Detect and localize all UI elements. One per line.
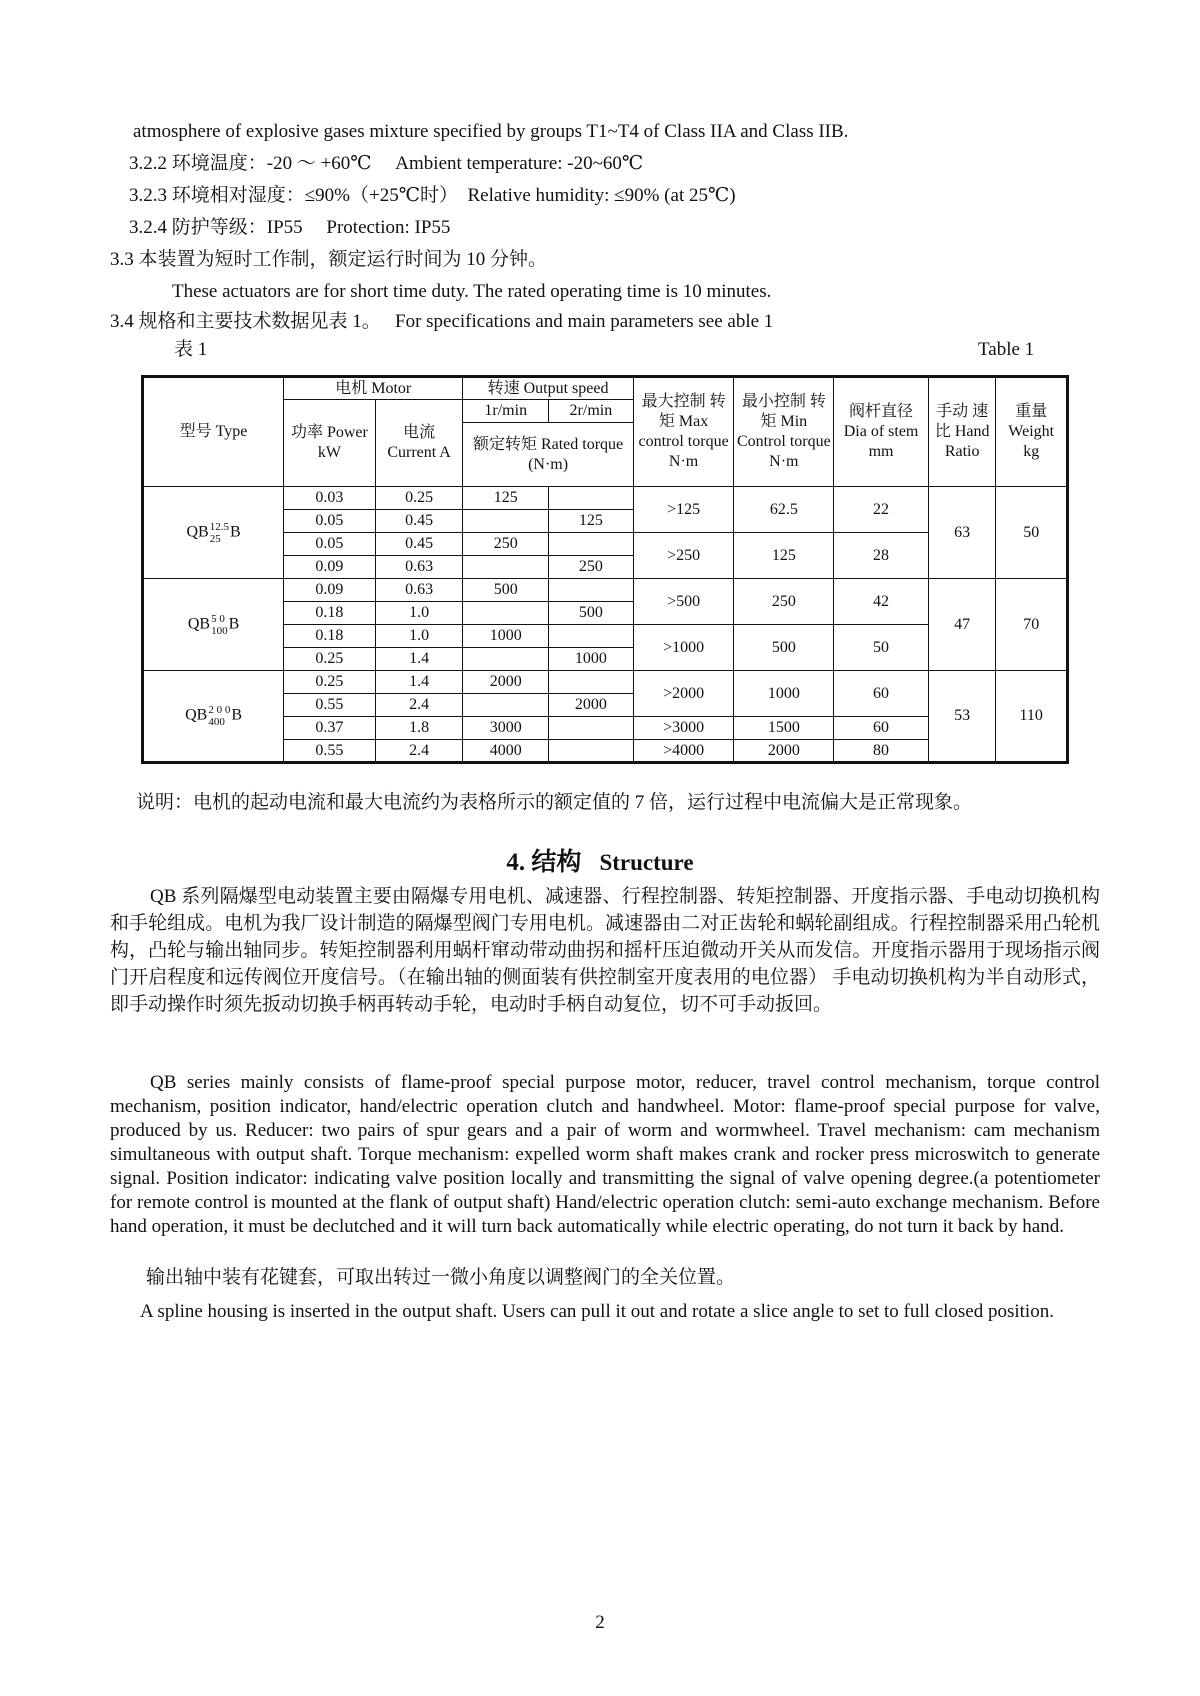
cell-torque-1r <box>463 648 549 671</box>
paragraph-en-short-text: A spline housing is inserted in the output shaft. Users can pull it out and rotate a slice angle to set to full closed position. <box>140 1301 1054 1322</box>
cell-weight: 50 <box>996 487 1068 579</box>
header-speed-2: 2r/min <box>549 400 634 423</box>
cell-current: 2.4 <box>375 740 463 763</box>
text-line: 3.3 本装置为短时工作制，额定运行时间为 10 分钟。 <box>110 249 548 270</box>
text-line: These actuators are for short time duty. The rated operating time is 10 minutes. <box>172 281 772 302</box>
model-sub: 400 <box>208 716 225 728</box>
cell-current: 0.45 <box>375 510 463 533</box>
cell-power: 0.05 <box>284 533 376 556</box>
cell-hand-ratio: 63 <box>928 487 996 579</box>
header-power: 功率 Power kW <box>284 400 376 487</box>
cell-torque-2r <box>549 533 634 556</box>
cell-stem-dia: 50 <box>834 625 929 671</box>
cell-current: 1.4 <box>375 648 463 671</box>
cell-power: 0.09 <box>284 556 376 579</box>
table-note: 说明：电机的起动电流和最大电流约为表格所示的额定值的 7 倍，运行过程中电流偏大是正常现象。 <box>136 792 973 813</box>
text-line: 3.4 规格和主要技术数据见表 1。 For specifications and main parameters see able 1 <box>110 311 774 332</box>
text-line: 3.2.3 环境相对湿度：≤90%（+25℃时） Relative humidity: ≤90% (at 25℃) <box>129 185 736 206</box>
model-index <box>208 704 230 728</box>
model-prefix: QB <box>187 615 211 633</box>
cell-power: 0.18 <box>284 625 376 648</box>
cell-min-torque: 125 <box>734 533 834 579</box>
cell-hand-ratio: 47 <box>928 579 996 671</box>
cell-max-torque: >3000 <box>633 717 734 740</box>
cell-current: 0.25 <box>375 487 463 510</box>
model-cell <box>143 579 284 671</box>
cell-torque-2r <box>549 579 634 602</box>
cell-torque-2r <box>549 625 634 648</box>
model-sub: 25 <box>209 532 221 545</box>
header-speed: 转速 Output speed <box>463 377 633 400</box>
header-max-torque: 最大控制 转矩 Max control torque N·m <box>633 377 734 487</box>
cell-torque-1r <box>463 510 549 533</box>
cell-max-torque: >125 <box>633 487 734 533</box>
cell-torque-1r: 1000 <box>463 625 549 648</box>
cell-power: 0.55 <box>284 740 376 763</box>
cell-current: 1.0 <box>375 602 463 625</box>
cell-stem-dia: 60 <box>834 717 929 740</box>
cell-min-torque: 2000 <box>734 740 834 763</box>
model-suffix: B <box>229 523 241 541</box>
cell-torque-2r <box>549 717 634 740</box>
table-caption-en: Table 1 <box>978 339 1035 360</box>
cell-min-torque: 1500 <box>734 717 834 740</box>
model-suffix: B <box>228 615 240 633</box>
cell-torque-1r <box>463 602 549 625</box>
cell-torque-1r: 250 <box>463 533 549 556</box>
model-sup: 5 0 <box>211 612 225 625</box>
text-line: 3.2.2 环境温度：-20 ～ +60℃ Ambient temperature: -20~60℃ <box>129 153 644 174</box>
section-title-en: Structure <box>599 850 694 875</box>
cell-current: 1.8 <box>375 717 463 740</box>
model-sup: 2 0 0 <box>208 704 231 716</box>
model-cell <box>143 487 284 579</box>
cell-torque-1r: 2000 <box>463 671 549 694</box>
model-suffix: B <box>231 706 242 724</box>
paragraph-en-short <box>110 1298 1090 1325</box>
cell-min-torque: 250 <box>734 579 834 625</box>
cell-max-torque: >500 <box>633 579 734 625</box>
cell-current: 1.4 <box>375 671 463 694</box>
section-number: 4. 结构 <box>506 849 582 876</box>
cell-stem-dia: 28 <box>834 533 929 579</box>
cell-max-torque: >250 <box>633 533 734 579</box>
cell-torque-2r: 125 <box>549 510 634 533</box>
cell-max-torque: >2000 <box>633 671 734 717</box>
page-number: 2 <box>595 1612 605 1633</box>
paragraph-cn <box>110 883 1100 1018</box>
cell-stem-dia: 22 <box>834 487 929 533</box>
cell-torque-1r: 500 <box>463 579 549 602</box>
header-hand-ratio: 手动 速比 Hand Ratio <box>928 377 996 487</box>
cell-current: 0.45 <box>375 533 463 556</box>
cell-torque-1r: 125 <box>463 487 549 510</box>
model-prefix: QB <box>185 706 208 724</box>
text-line: atmosphere of explosive gases mixture specified by groups T1~T4 of Class IIA and Class IIB. <box>133 121 849 142</box>
cell-min-torque: 1000 <box>734 671 834 717</box>
cell-min-torque: 62.5 <box>734 487 834 533</box>
cell-current: 1.0 <box>375 625 463 648</box>
model-sup: 12.5 <box>209 520 229 533</box>
cell-max-torque: >4000 <box>633 740 734 763</box>
cell-torque-1r: 3000 <box>463 717 549 740</box>
cell-torque-2r: 2000 <box>549 694 634 717</box>
model-sub: 100 <box>211 624 228 637</box>
cell-power: 0.09 <box>284 579 376 602</box>
cell-min-torque: 500 <box>734 625 834 671</box>
model-index <box>210 521 229 545</box>
cell-torque-1r: 4000 <box>463 740 549 763</box>
cell-torque-1r <box>463 694 549 717</box>
cell-stem-dia: 80 <box>834 740 929 763</box>
cell-weight: 70 <box>996 579 1068 671</box>
cell-hand-ratio: 53 <box>928 671 996 763</box>
header-type: 型号 Type <box>143 377 284 487</box>
header-stem-dia: 阀杆直径 Dia of stem mm <box>834 377 929 487</box>
header-speed-1: 1r/min <box>463 400 549 423</box>
header-current: 电流 Current A <box>375 400 463 487</box>
cell-torque-2r <box>549 487 634 510</box>
cell-current: 0.63 <box>375 579 463 602</box>
cell-stem-dia: 42 <box>834 579 929 625</box>
paragraph-cn-short: 输出轴中装有花键套，可取出转过一微小角度以调整阀门的全关位置。 <box>146 1267 736 1288</box>
cell-power: 0.25 <box>284 671 376 694</box>
model-prefix: QB <box>186 523 209 541</box>
header-rated-torque: 额定转矩 Rated torque (N·m) <box>463 423 633 487</box>
paragraph-en <box>110 1071 1100 1239</box>
model-index <box>211 613 228 637</box>
header-min-torque: 最小控制 转矩 Min Control torque N·m <box>734 377 834 487</box>
text-line: 3.2.4 防护等级：IP55 Protection: IP55 <box>129 217 451 238</box>
cell-power: 0.55 <box>284 694 376 717</box>
header-motor: 电机 Motor <box>284 377 463 400</box>
cell-power: 0.37 <box>284 717 376 740</box>
cell-torque-2r: 500 <box>549 602 634 625</box>
table-caption-cn: 表 1 <box>174 339 208 360</box>
cell-torque-1r <box>463 556 549 579</box>
spec-table <box>141 375 1069 764</box>
paragraph-cn-text: QB 系列隔爆型电动装置主要由隔爆专用电机、减速器、行程控制器、转矩控制器、开度指示器、手电动切换机构和手轮组成。电机为我厂设计制造的隔爆型阀门专用电机。减速器由二对正齿轮和蜗轮副组成。行程控制器采用凸轮机构，凸轮与输出轴同步。转矩控制器利用蜗杆窜动带动曲拐和摇杆压迫微动开关从而发信。开度指示器用于现场指示阀门开启程度和远传阀位开度信号。（在输出轴的侧面装有供控制室开度表用的电位器） 手电动切换机构为半自动形式，即手动操作时须先扳动切换手柄再转动手轮，电动时手柄自动复位，切不可手动扳回。 <box>110 886 1100 1015</box>
cell-current: 2.4 <box>375 694 463 717</box>
cell-current: 0.63 <box>375 556 463 579</box>
cell-torque-2r <box>549 740 634 763</box>
cell-power: 0.05 <box>284 510 376 533</box>
cell-torque-2r <box>549 671 634 694</box>
cell-stem-dia: 60 <box>834 671 929 717</box>
cell-power: 0.03 <box>284 487 376 510</box>
model-cell <box>143 671 284 763</box>
cell-torque-2r: 1000 <box>549 648 634 671</box>
cell-weight: 110 <box>996 671 1068 763</box>
cell-max-torque: >1000 <box>633 625 734 671</box>
cell-power: 0.25 <box>284 648 376 671</box>
cell-torque-2r: 250 <box>549 556 634 579</box>
paragraph-en-text: QB series mainly consists of flame-proof special purpose motor, reducer, travel control mechanism, torque control mechanism, position indicator, hand/electric operation clutch and handwheel. Motor: flame-proof special purpose for valve, produced by us. Reducer: two pairs of spur gears and a pair of worm and wormwheel. Travel mechanism: cam mechanism simultaneous with output shaft. Torque mechanism: expelled worm shaft makes crank and rocker press microswitch to generate signal. Position indicator: indicating valve position locally and transmitting the signal of valve opening degree.(a potentiometer for remote control is mounted at the flank of output shaft) Hand/electric operation clutch: semi-auto exchange mechanism. Before hand operation, it must be declutched and it will turn back automatically while electric operating, do not turn it back by hand. <box>110 1072 1100 1237</box>
cell-power: 0.18 <box>284 602 376 625</box>
header-weight: 重量 Weight kg <box>996 377 1068 487</box>
section-heading <box>0 842 1200 878</box>
